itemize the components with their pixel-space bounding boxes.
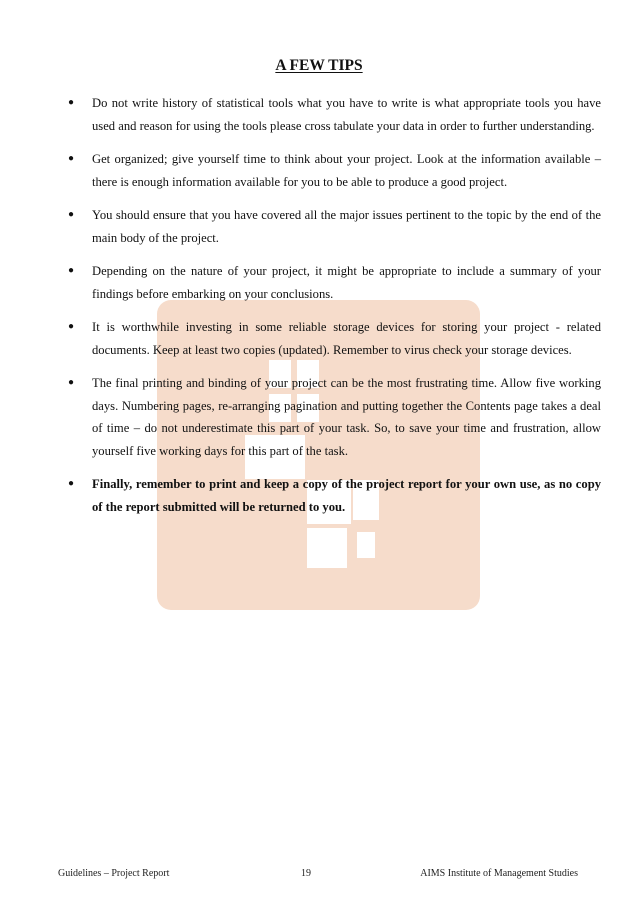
- tip-text: Depending on the nature of your project, it might be appropriate to include a summary of your findings before embarking on your conclusions.: [92, 264, 601, 301]
- tips-list: [66, 92, 601, 529]
- footer-institute-name: AIMS Institute of Management Studies: [420, 868, 578, 879]
- list-item: [66, 372, 601, 462]
- bullet-icon: ●: [68, 377, 75, 388]
- bullet-icon: ●: [68, 97, 75, 108]
- tip-text: Get organized; give yourself time to think about your project. Look at the information available – there is enough information available for you to be able to produce a good project.: [92, 152, 601, 189]
- list-item: [66, 316, 601, 361]
- bullet-icon: ●: [68, 478, 75, 489]
- footer-page-number: 19: [301, 868, 311, 879]
- bullet-icon: ●: [68, 321, 75, 332]
- tip-text: The final printing and binding of your project can be the most frustrating time. Allow five working days. Numbering pages, re-arranging pagination and putting together the Contents page takes a deal of time – do not underestimate this part of your task. So, to save your time and frustration, allow yourself five working days for this part of the task.: [92, 376, 601, 458]
- page-title: A FEW TIPS: [275, 57, 363, 74]
- list-item: [66, 92, 601, 137]
- bullet-icon: ●: [68, 265, 75, 276]
- list-item: [66, 148, 601, 193]
- tip-text: It is worthwhile investing in some reliable storage devices for storing your project - related documents. Keep at least two copies (updated). Remember to virus check your storage devices.: [92, 320, 601, 357]
- footer-document-title: Guidelines – Project Report: [58, 868, 170, 879]
- bullet-icon: ●: [68, 153, 75, 164]
- tip-text: Do not write history of statistical tools what you have to write is what appropriate tools you have used and reason for using the tools please cross tabulate your data in order to further understanding.: [92, 96, 601, 133]
- list-item: [66, 473, 601, 518]
- tip-text: You should ensure that you have covered all the major issues pertinent to the topic by the end of the main body of the project.: [92, 208, 601, 245]
- list-item: [66, 204, 601, 249]
- tip-text: Finally, remember to print and keep a copy of the project report for your own use, as no copy of the report submitted will be returned to you.: [92, 477, 601, 514]
- list-item: [66, 260, 601, 305]
- bullet-icon: ●: [68, 209, 75, 220]
